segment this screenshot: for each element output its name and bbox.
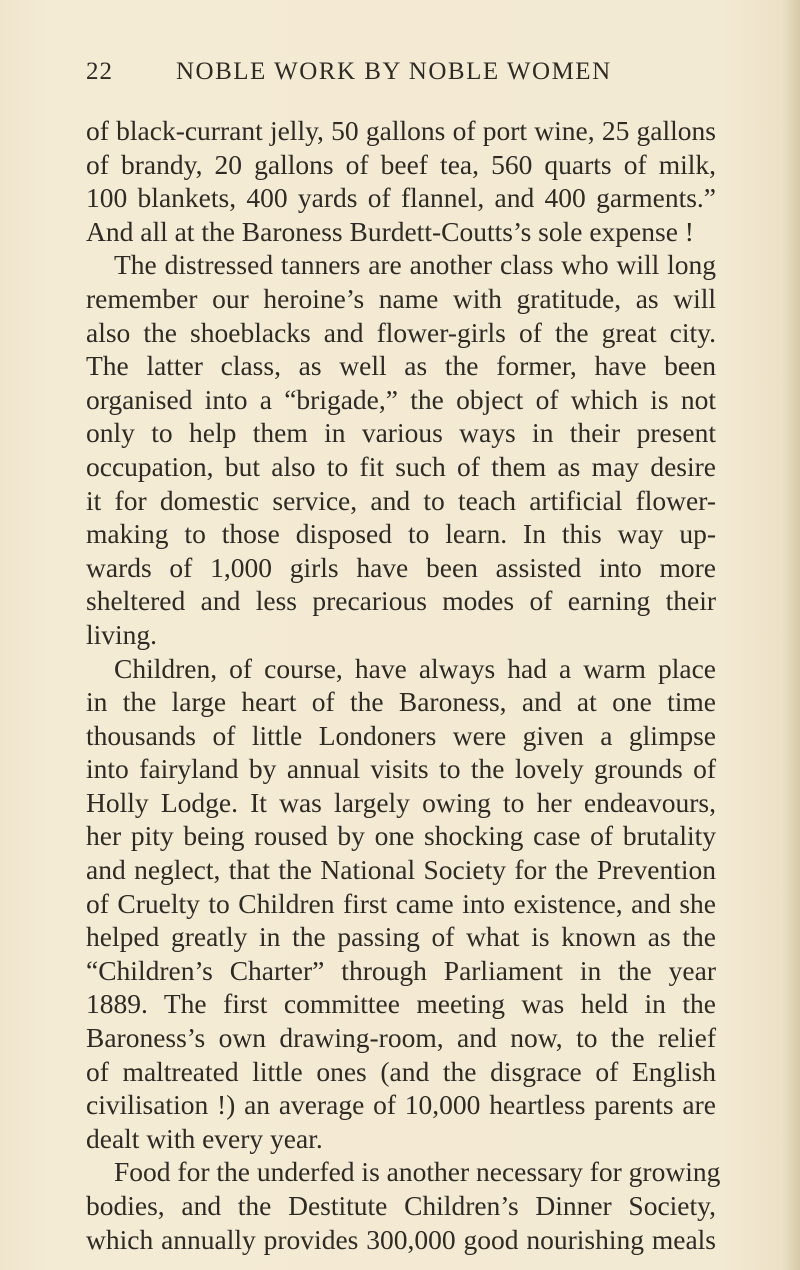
text-line: 100 blankets, 400 yards of flannel, and 400 garments.” [86,182,716,214]
text-line: of Cruelty to Children first came into existence, and she [86,887,716,919]
text-line: it for domestic service, and to teach artificial flower- [86,484,716,516]
text-line: organised into a “brigade,” the object of which is not [86,383,716,415]
running-title: NOBLE WORK BY NOBLE WOMEN [176,58,612,85]
text-line: Children, of course, have always had a warm place [114,652,716,684]
text-line: occupation, but also to fit such of them as may desire [86,450,716,482]
text-line: also the shoeblacks and flower-girls of the great city. [86,316,716,348]
text-line: The distressed tanners are another class who will long [114,249,716,281]
text-line: living. [86,618,158,650]
body-text [86,114,721,1256]
text-line: “Children’s Charter” through Parliament in the year [86,954,716,986]
text-line: 1889. The first committee meeting was held in the [86,988,716,1020]
page-number: 22 [86,58,113,85]
text-line: And all at the Baroness Burdett-Coutts’s sole expense ! [86,215,694,247]
text-line: helped greatly in the passing of what is known as the [86,921,716,953]
text-line: dealt with every year. [86,1122,323,1154]
text-line: Holly Lodge. It was largely owing to her endeavours, [86,786,716,818]
text-line: bodies, and the Destitute Children’s Dinner Society, [86,1190,716,1221]
text-line: of black-currant jelly, 50 gallons of port wine, 25 gallons [86,115,716,146]
text-line: which annually provides 300,000 good nourishing meals [86,1223,716,1255]
text-line: and neglect, that the National Society for the Prevention [86,854,716,886]
text-line: of maltreated little ones (and the disgrace of English [86,1055,716,1087]
text-line: civilisation !) an average of 10,000 heartless parents are [86,1089,716,1121]
text-line: Food for the underfed is another necessary for growing [114,1156,721,1188]
text-line: wards of 1,000 girls have been assisted into more [86,551,716,583]
text-line: thousands of little Londoners were given a glimpse [86,719,716,751]
page-edge-shadow [782,0,800,1270]
text-line: in the large heart of the Baroness, and at one time [86,686,716,718]
text-line: her pity being roused by one shocking case of brutality [86,820,716,852]
page-header [86,58,736,94]
text-line: only to help them in various ways in their present [86,417,716,449]
text-line: Baroness’s own drawing-room, and now, to the relief [86,1022,716,1054]
text-line: sheltered and less precarious modes of earning their [86,585,716,617]
text-line: The latter class, as well as the former, have been [86,350,716,382]
text-line: of brandy, 20 gallons of beef tea, 560 quarts of milk, [86,148,716,180]
text-line: into fairyland by annual visits to the lovely grounds of [86,753,716,785]
text-line: remember our heroine’s name with gratitude, as will [86,282,716,314]
text-line: making to those disposed to learn. In this way up- [86,518,716,550]
